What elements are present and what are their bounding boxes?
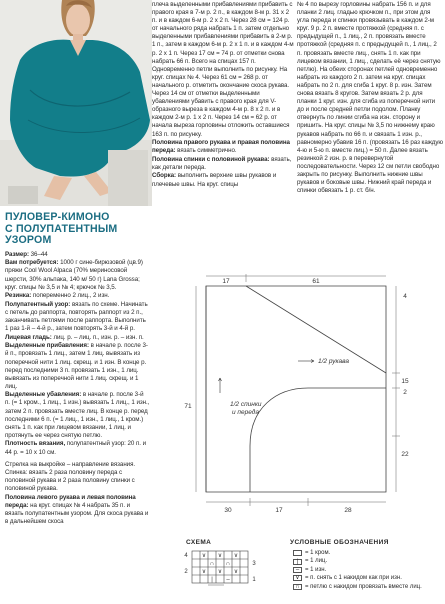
symbol-knit-together: ∩ (293, 584, 302, 590)
article-title (5, 212, 150, 247)
sleeve-slope (246, 286, 386, 373)
paragraph: Выделенные прибавления: в начале р. после 3-й п., провязать 1 лиц., затем 1 лиц. вывязать из поперечной нити 1 лиц. скрещ. и 1 изн. В конце р. перед последними 3 п. провязать 1 изн., 1 лиц. вывязать из поперечной нити 1 лиц. скрещ. и 1 лиц. (5, 342, 148, 390)
svg-text:∨: ∨ (217, 569, 223, 575)
dim-bottom-right: 28 (344, 507, 352, 514)
paragraph: Резинка: попеременно 2 лиц., 2 изн. (5, 292, 110, 300)
svg-text:∨: ∨ (201, 553, 207, 559)
svg-text:∨: ∨ (201, 569, 207, 575)
title-line: С ПОЛУПАТЕНТНЫМ (5, 222, 118, 235)
dim-top-center: 61 (312, 278, 320, 285)
body-label: и переда (232, 409, 259, 416)
symbol-knit: | (293, 559, 302, 565)
legend-item: ∩ = петлю с накидом провязать вместе лиц. (293, 583, 422, 591)
middle-text-column (152, 1, 295, 189)
underarm-curve (206, 368, 386, 492)
legend-item: | = 1 лиц. (293, 557, 422, 565)
svg-text:∨: ∨ (217, 553, 223, 559)
dim-right-upper: 15 (401, 378, 409, 385)
row-number: 2 (184, 569, 188, 575)
paragraph: Половина правого рукава и правая половина переда: вязать симметрично. (152, 139, 290, 155)
svg-text:|: | (211, 577, 213, 583)
dim-left-side: 71 (184, 403, 192, 410)
paragraph: Стрелка на выкройке – направление вязания. Спинка: вязать 2 раза половину переда с половиной рукава и 2 раза половину спинки с половиной рукава. (5, 460, 136, 492)
dim-right-lower: 22 (401, 451, 409, 458)
dim-right-top: 4 (403, 293, 407, 300)
dim-bottom-mid: 17 (275, 507, 283, 514)
row-number: 4 (184, 553, 188, 559)
body-label: 1/2 спинки (230, 401, 262, 408)
paragraph: Выделенные убавления: в начале р. после 3-й п. (= 1 кром., 1 лиц., 1 изн.) вывязать 1 лиц., 1 изн., затем 2 п. провязать вместе лиц. В конце р. перед последними 6 п. (= 1 лиц., 1 изн., 1 лиц., 1 кром.) снять 1 п. как при лицевом вязании, 1 лиц. и протянуть ее через снятую петлю. (5, 391, 150, 439)
dim-right-small: 2 (403, 389, 407, 396)
paragraph: Лицевая гладь: лиц. р. – лиц. п., изн. р. – изн. п. (5, 333, 144, 341)
sleeve-label: 1/2 рукава (318, 358, 350, 365)
dim-bottom-left: 30 (224, 507, 232, 514)
symbol-purl: – (293, 567, 302, 573)
title-line: ПУЛОВЕР-КИМОНО (5, 211, 110, 223)
svg-text:–: – (226, 577, 230, 583)
svg-text:∩: ∩ (225, 561, 231, 567)
row-number: 3 (252, 561, 256, 567)
paragraph: Плотность вязания, полупатентный узор: 20 п. и 44 р. = 10 х 10 см. (5, 440, 146, 456)
symbol-slip-yo: ∨ (293, 575, 302, 581)
svg-text:∨: ∨ (233, 553, 239, 559)
legend (293, 549, 422, 591)
paragraph: Вам потребуется: 1000 г сине-бирюзовой (цв.9) пряжи Cool Wool Alpaca (70% мериносовой шерсти, 30% альпака, 140 м/ 50 г) Lana Grossa; круг. спицы № 3,5 и № 4; крючок № 3,5. (5, 259, 143, 291)
row-number: 1 (252, 577, 256, 583)
symbol-edge-stitch (293, 550, 302, 556)
right-text-column (297, 1, 443, 196)
svg-text:∨: ∨ (233, 569, 239, 575)
paragraph: № 4 по вырезу горловины набрать 156 п. и для планки 2 лиц. гладью крючком п., при этом для угла переда и спинки провязывать в каждом 2-м круг. 9 р. 2 п. вместе протяжкой (средняя п. с предыдущей п., 1 лиц., 2 п. провязать вместе протяжкой (средняя п. с предыдущей п., 1 лиц., 2 п. провязать вместе лиц., снять 1 п. как при лицевом вязании, 1 лиц., сделать её через снятую петлю). На обеих сторонах петлей одновременно набрать из каждого 2 п. затем на круг. спицах набрать по 2 п. для сгиба 1 круг. 8 р. изн. Затем снова вязать 8 кругов. Затем вязать 2 р. для планки 1 круг. изн. для сгиба из поперечной нити до и после средней петли подолом. Планку отвернуть по линии сгиба на изн. сторону и пришить. На круг. спицы № 3,5 по нижнему краю рукавов набрать по 66 п. и связать 1 изн. р., равномерно убавив 16 п. (провязать 16 раз каждую 4-ю и 5-ю п. вместе лиц.) = 50 п. Далее вязать резинкой 2 изн. р. в перевернутой последовательности. Через 12 см петли свободно закрыть по рисунку. Выполнить нижние швы рукавов и боковые швы. Нижний край переда и спинки обвязать 1 р. ст. б/н. (297, 1, 444, 195)
legend-item: ∨ = п. снять с 1 накидом как при изн. (293, 574, 422, 582)
paragraph: Полупатентный узор: вязать по схеме. Начинать с петель до раппорта, повторять раппорт из 2 п., заканчивать петлями после раппорта. Выполнить 1 раз 1-й – 4-й р., затем повторять 3-й и 4-й р. (5, 300, 148, 333)
model-photo (0, 0, 152, 206)
stitch-chart (180, 548, 260, 592)
title-line: УЗОРОМ (5, 234, 52, 247)
legend-item: – = 1 изн. (293, 566, 422, 574)
paragraph: плеча выделенными прибавлениями прибавить с правого края в 7-м р. 2 п., в каждом 8-м р. 31 х 2 п. и в каждом 6-м р. 2 х 2 п. Через 28 см = 124 р. от начального ряда набрать 1 п. затем отдельно выделенными прибавлениями прибавить в 2-м р. 1 п., затем в каждом 6-м р. 2 х 1 п. и в каждом 4-м р. 2 х 1 п. Через 17 см = 74 р. от отметки снова набрать 66 п. Всего на спицах 157 п. Одновременно петли выполнить по рисунку. На круг. спицах № 4. Через 61 см = 268 р. от начального р. отметить окончание скоса рукава. Через 14 см от отметки выделенными убавлениями убавить с правого края для V-образного выреза в каждом 4-м р. 8 х 2 п. и в каждом 2-м р. 1 х 2 п. Через 14 см = 62 р. от начала выреза горловины отложить оставшиеся 163 п. по рисунку. (152, 1, 294, 138)
dim-top-left: 17 (222, 278, 230, 285)
garment-schematic (158, 268, 445, 520)
paragraph: Половина левого рукава и левая половина переда: на круг. спицах № 4 набрать 35 п. и вязать полупатентным узором. Для скоса рукава и в дальнейшем скоса (5, 493, 149, 525)
left-text-column (5, 212, 150, 526)
paragraph: Размер: 36–44 (5, 250, 48, 258)
legend-item: = 1 кром. (293, 549, 422, 557)
chart-title: СХЕМА (186, 539, 212, 546)
paragraph: Половина спинки с половиной рукава: вязать, как детали переда. (152, 155, 292, 171)
legend-title: УСЛОВНЫЕ ОБОЗНАЧЕНИЯ (290, 539, 389, 546)
paragraph: Сборка: выполнить верхние швы рукавов и плечевые швы. На круг. спицы (152, 172, 277, 188)
svg-text:∩: ∩ (209, 561, 215, 567)
